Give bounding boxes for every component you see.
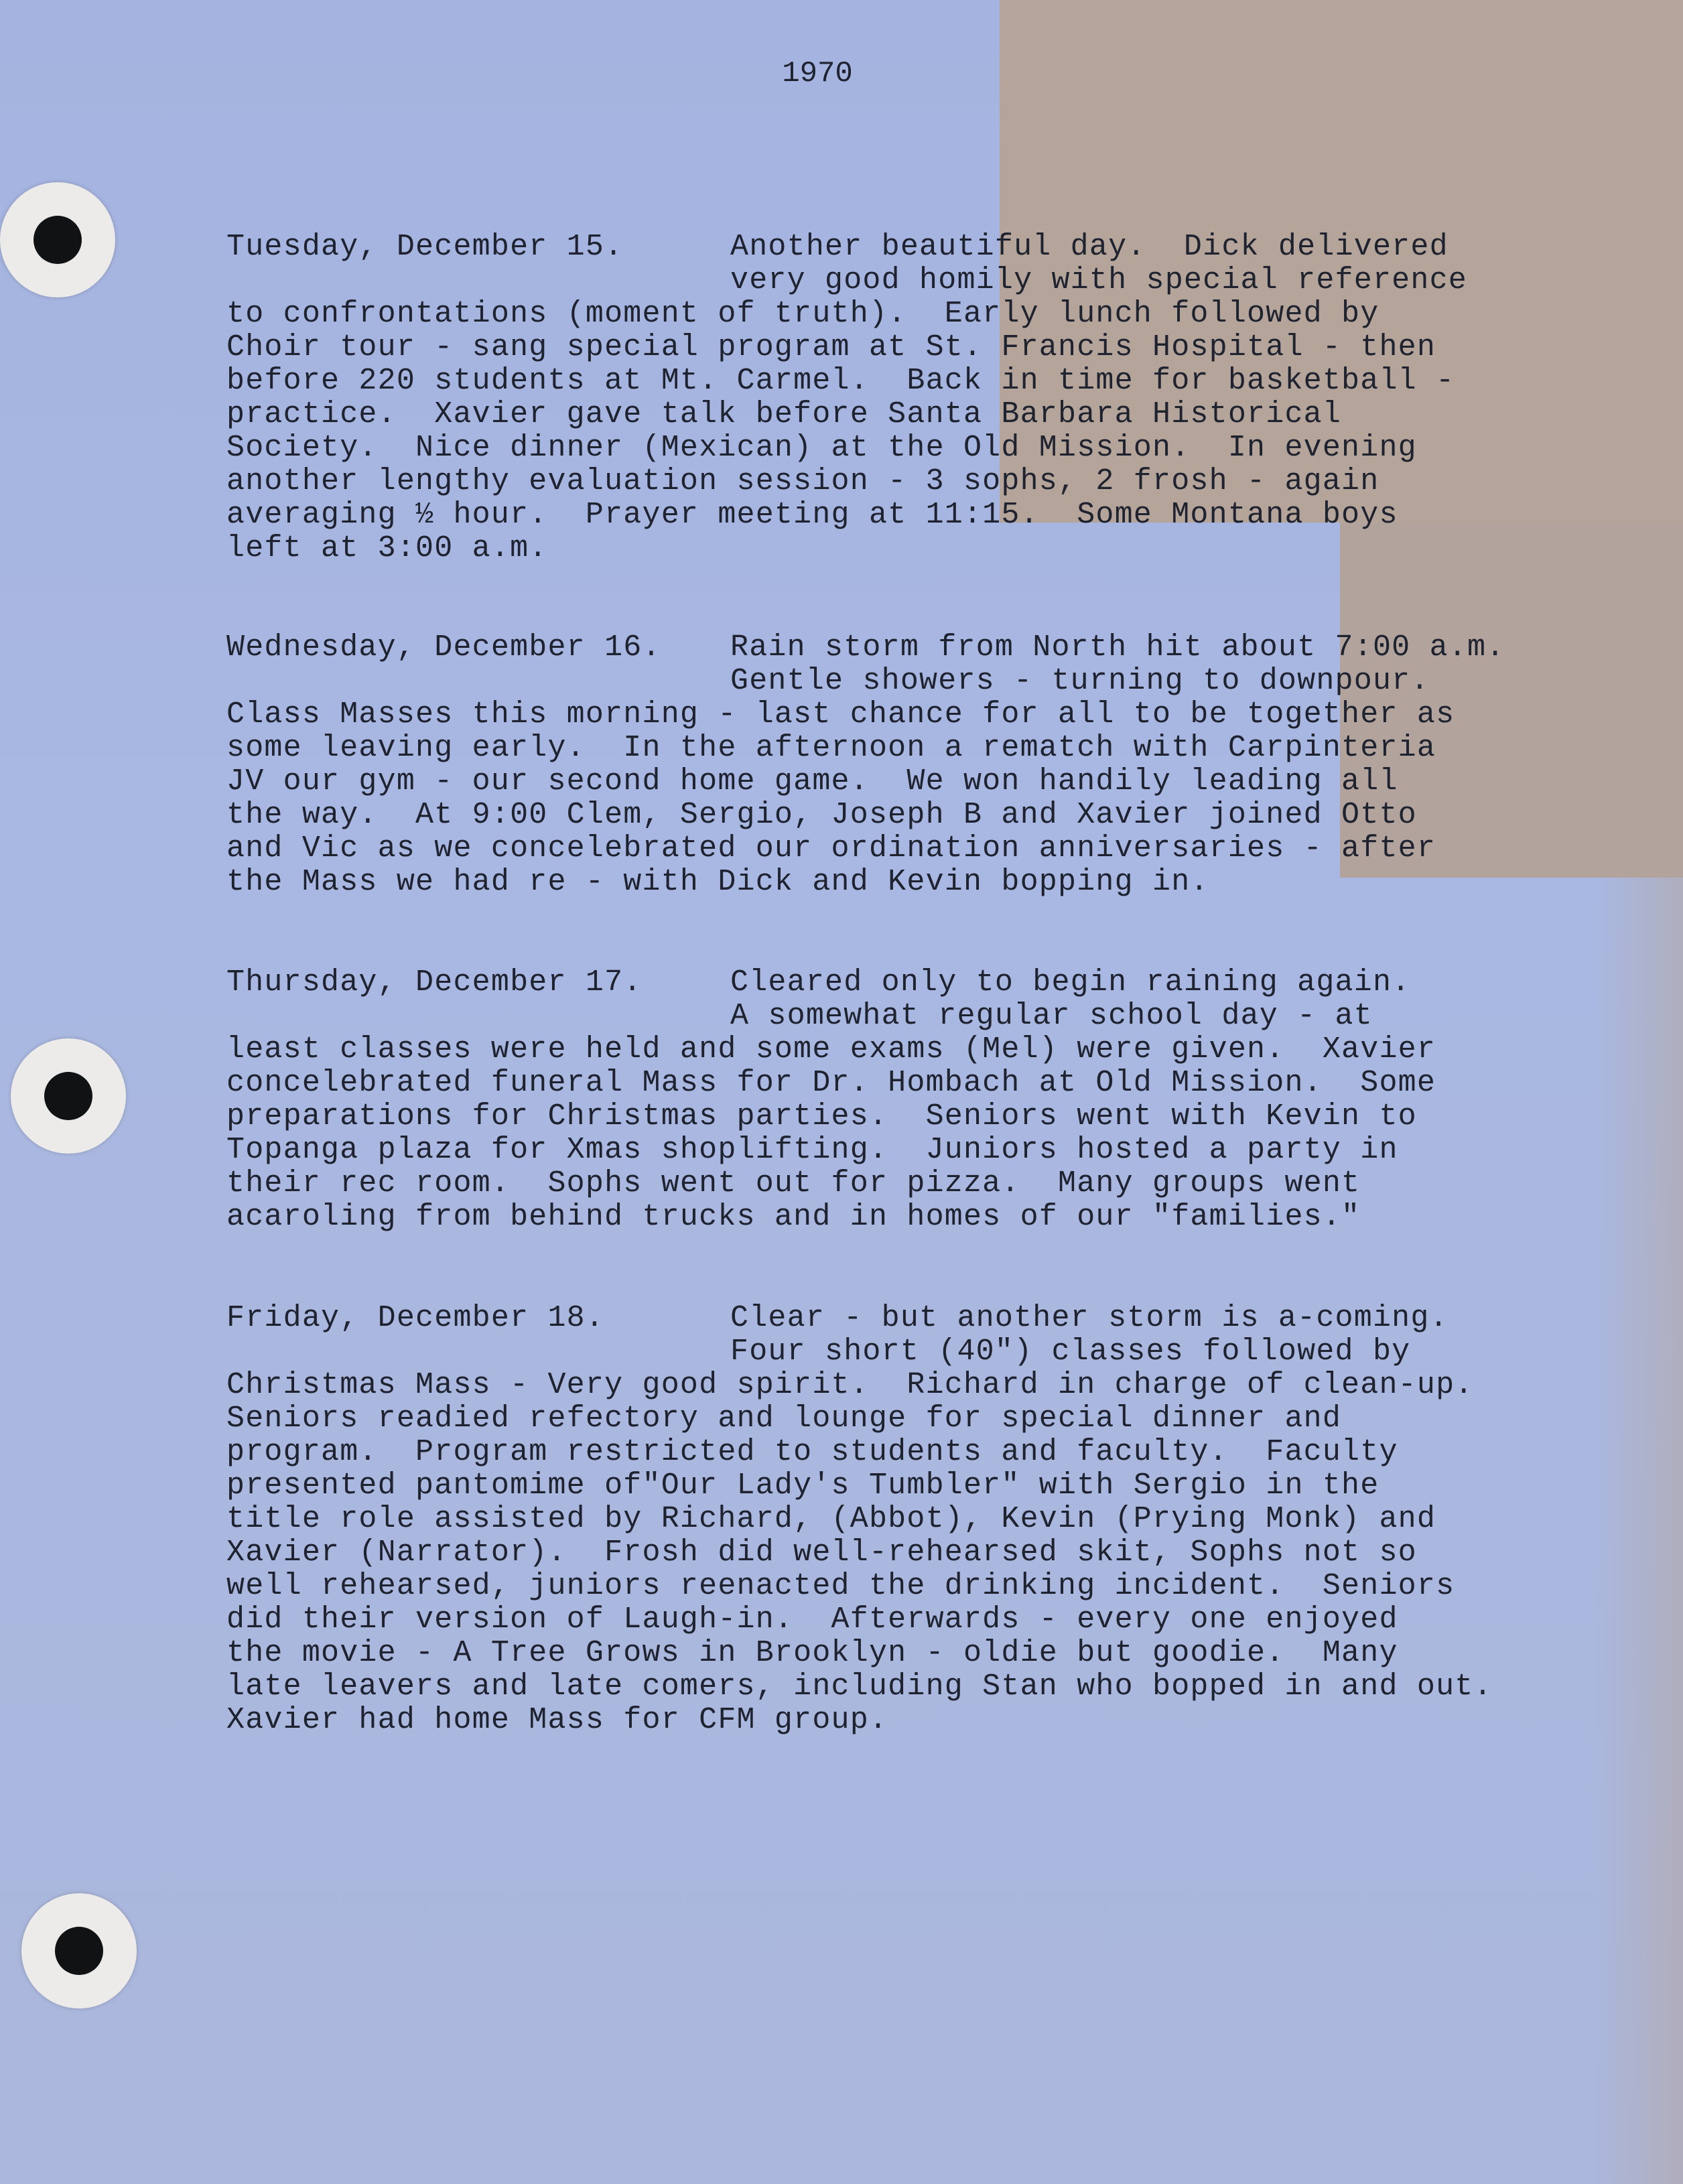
entry-text-line: late leavers and late comers, including Stan who bopped in and out. [226, 1669, 1493, 1704]
entry-text-line: presented pantomime of"Our Lady's Tumbler" with Sergio in the [226, 1469, 1379, 1503]
binder-hole [21, 1893, 137, 2008]
entry-text-line: least classes were held and some exams (Mel) were given. Xavier [226, 1032, 1436, 1067]
entry-text-line: Society. Nice dinner (Mexican) at the Old Mission. In evening [226, 431, 1417, 465]
entry-text-line: Christmas Mass - Very good spirit. Richard in charge of clean-up. [226, 1368, 1474, 1402]
entry-header [226, 230, 1593, 264]
entry-text-line: Class Masses this morning - last chance for all to be together as [226, 697, 1455, 732]
diary-entry [226, 230, 1593, 565]
entry-text-line: to confrontations (moment of truth). Early lunch followed by [226, 297, 1379, 331]
entry-text-line: preparations for Christmas parties. Seniors went with Kevin to [226, 1099, 1417, 1134]
binder-hole [11, 1038, 126, 1154]
entry-text-line: did their version of Laugh-in. Afterwards - every one enjoyed [226, 1602, 1398, 1637]
entry-text-line: Seniors readied refectory and lounge for special dinner and [226, 1402, 1342, 1436]
entry-text-line: another lengthy evaluation session - 3 sophs, 2 frosh - again [226, 464, 1379, 498]
entry-text-line: practice. Xavier gave talk before Santa Barbara Historical [226, 397, 1342, 431]
entry-text-line: Another beautiful day. Dick delivered [730, 230, 1449, 264]
entry-header [226, 966, 1593, 1000]
entry-text-line: well rehearsed, juniors reenacted the drinking incident. Seniors [226, 1569, 1455, 1603]
entry-text-line: their rec room. Sophs went out for pizza. Many groups went [226, 1166, 1361, 1201]
entry-date: Thursday, December 17. [226, 965, 643, 1000]
diary-entry [226, 966, 1593, 1234]
entry-text-line: Clear - but another storm is a-coming. [730, 1301, 1449, 1335]
entry-header [226, 1302, 1593, 1335]
entry-text-line: title role assisted by Richard, (Abbot), Kevin (Prying Monk) and [226, 1502, 1436, 1536]
entry-header [226, 631, 1593, 665]
entry-text-line: very good homily with special reference [730, 263, 1467, 297]
entry-text-line: Xavier had home Mass for CFM group. [226, 1703, 888, 1737]
entry-text-line: the way. At 9:00 Clem, Sergio, Joseph B and Xavier joined Otto [226, 798, 1417, 832]
entry-text-line: some leaving early. In the afternoon a rematch with Carpinteria [226, 731, 1436, 765]
entry-text-line: program. Program restricted to students and faculty. Faculty [226, 1435, 1398, 1469]
entry-text-line: Xavier (Narrator). Frosh did well-rehearsed skit, Sophs not so [226, 1535, 1417, 1570]
entry-date: Friday, December 18. [226, 1301, 605, 1335]
paper-stain [1595, 878, 1683, 2184]
entry-text-line: the Mass we had re - with Dick and Kevin bopping in. [226, 865, 1209, 899]
page-year: 1970 [782, 57, 853, 90]
entry-text-line: and Vic as we concelebrated our ordination anniversaries - after [226, 831, 1436, 866]
entry-text-line: left at 3:00 a.m. [226, 531, 548, 565]
binder-hole [0, 182, 115, 297]
entry-text-line: the movie - A Tree Grows in Brooklyn - oldie but goodie. Many [226, 1636, 1398, 1670]
entry-text-line: Rain storm from North hit about 7:00 a.m. [730, 630, 1505, 665]
diary-entry [226, 1302, 1593, 1737]
entry-text-line: Choir tour - sang special program at St. Francis Hospital - then [226, 330, 1436, 364]
entry-date: Wednesday, December 16. [226, 630, 661, 665]
entry-text-line: JV our gym - our second home game. We won handily leading all [226, 764, 1398, 799]
entry-text-line: concelebrated funeral Mass for Dr. Hombach at Old Mission. Some [226, 1066, 1436, 1100]
diary-entry [226, 631, 1593, 899]
entry-text-line: before 220 students at Mt. Carmel. Back in time for basketball - [226, 364, 1455, 398]
entry-text-line: A somewhat regular school day - at [730, 999, 1373, 1033]
entry-text-line: averaging ½ hour. Prayer meeting at 11:15. Some Montana boys [226, 498, 1398, 532]
entry-text-line: Gentle showers - turning to downpour. [730, 664, 1430, 698]
entry-text-line: Topanga plaza for Xmas shoplifting. Juniors hosted a party in [226, 1133, 1398, 1167]
entry-text-line: Cleared only to begin raining again. [730, 965, 1411, 1000]
entry-text-line: acaroling from behind trucks and in homes of our "families." [226, 1200, 1361, 1234]
entry-date: Tuesday, December 15. [226, 230, 624, 264]
entry-text-line: Four short (40") classes followed by [730, 1335, 1411, 1369]
